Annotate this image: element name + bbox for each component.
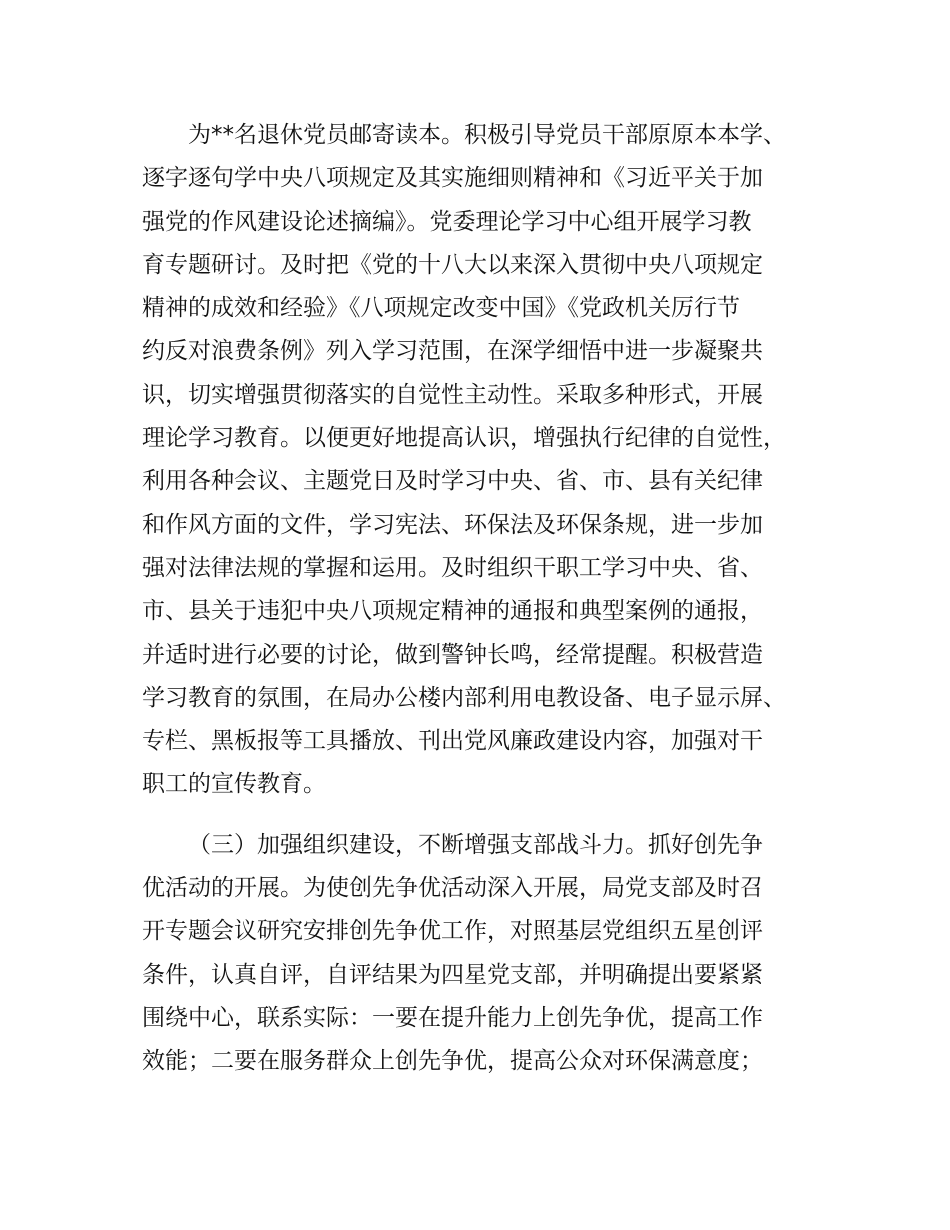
text-line: （三）加强组织建设，不断增强支部战斗力。抓好创先争	[188, 831, 763, 858]
text-line: 育专题研讨。及时把《党的十八大以来深入贯彻中央八项规定	[142, 251, 763, 278]
paragraph-2	[142, 824, 842, 1084]
text-line: 优活动的开展。为使创先争优活动深入开展，局党支部及时召	[142, 875, 763, 902]
text-line: 围绕中心，联系实际：一要在提升能力上创先争优，提高工作	[142, 1004, 763, 1031]
text-line: 效能；二要在服务群众上创先争优，提高公众对环保满意度；	[142, 1048, 763, 1075]
text-line: 学习教育的氛围，在局办公楼内部利用电教设备、电子显示屏、	[142, 684, 786, 711]
text-line: 理论学习教育。以便更好地提高认识，增强执行纪律的自觉性，	[142, 425, 786, 452]
text-line: 逐字逐句学中央八项规定及其实施细则精神和《习近平关于加	[142, 165, 763, 192]
document-body	[142, 114, 842, 1084]
text-line: 和作风方面的文件，学习宪法、环保法及环保条规，进一步加	[142, 511, 763, 538]
text-line: 强党的作风建设论述摘编》。党委理论学习中心组开展学习教	[142, 208, 752, 235]
text-line: 并适时进行必要的讨论，做到警钟长鸣，经常提醒。积极营造	[142, 641, 763, 668]
text-line: 市、县关于违犯中央八项规定精神的通报和典型案例的通报，	[142, 598, 763, 625]
text-line: 强对法律法规的掌握和运用。及时组织干职工学习中央、省、	[142, 554, 763, 581]
text-line: 为**名退休党员邮寄读本。积极引导党员干部原原本本学、	[188, 122, 786, 148]
text-line: 精神的成效和经验》《八项规定改变中国》《党政机关厉行节	[142, 295, 740, 322]
text-line: 条件，认真自评，自评结果为四星党支部，并明确提出要紧紧	[142, 961, 763, 988]
text-line: 识，切实增强贯彻落实的自觉性主动性。采取多种形式，开展	[142, 381, 763, 408]
paragraph-gap	[142, 807, 842, 824]
paragraph-1	[142, 114, 842, 807]
text-line: 职工的宣传教育。	[142, 771, 326, 798]
text-line: 约反对浪费条例》列入学习范围，在深学细悟中进一步凝聚共	[142, 338, 763, 365]
text-line: 开专题会议研究安排创先争优工作，对照基层党组织五星创评	[142, 918, 763, 945]
text-line: 利用各种会议、主题党日及时学习中央、省、市、县有关纪律	[142, 468, 763, 495]
text-line: 专栏、黑板报等工具播放、刊出党风廉政建设内容，加强对干	[142, 728, 763, 755]
